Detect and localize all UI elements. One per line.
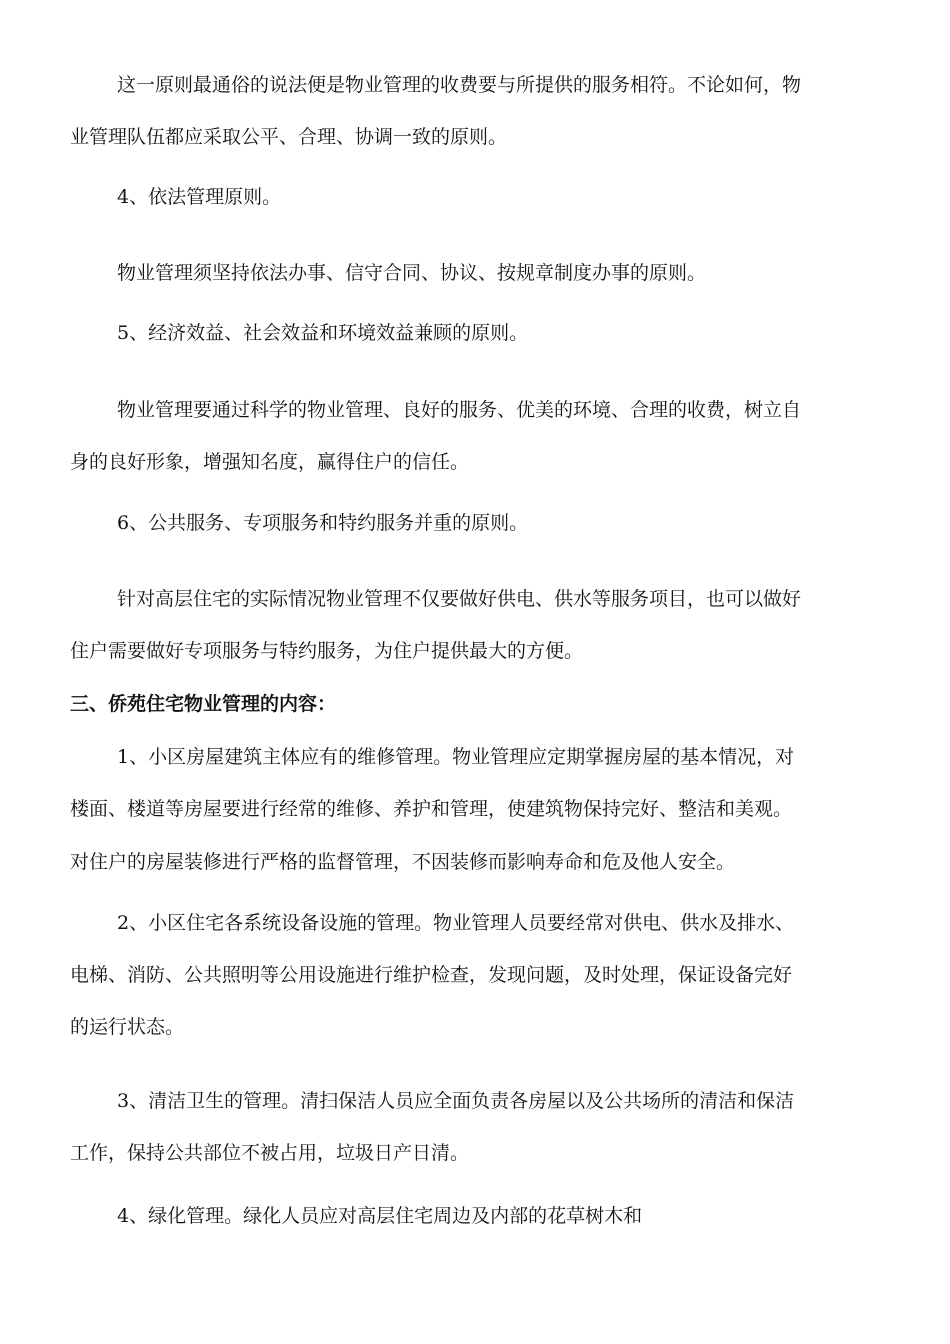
paragraph-1-line-0: 4、依法管理原则。 [117,186,282,208]
paragraph-5-line-0: 6、公共服务、专项服务和特约服务并重的原则。 [117,512,529,534]
paragraph-0-line-0: 这一原则最通俗的说法便是物业管理的收费要与所提供的服务相符。不论如何，物 [117,74,802,96]
paragraph-0-line-1: 业管理队伍都应采取公平、合理、协调一致的原则。 [70,126,508,148]
paragraph-6-line-1: 住户需要做好专项服务与特约服务，为住户提供最大的方便。 [70,640,584,662]
paragraph-9-line-1: 电梯、消防、公共照明等公用设施进行维护检查，发现问题，及时处理，保证设备完好 [70,964,793,986]
paragraph-10-line-1: 工作，保持公共部位不被占用，垃圾日产日清。 [70,1142,470,1164]
paragraph-8-line-0: 1、小区房屋建筑主体应有的维修管理。物业管理应定期掌握房屋的基本情况，对 [117,746,795,768]
section-heading: 三、侨苑住宅物业管理的内容： [70,693,337,715]
paragraph-8-line-2: 对住户的房屋装修进行严格的监督管理，不因装修而影响寿命和危及他人安全。 [70,851,736,873]
paragraph-6-line-0: 针对高层住宅的实际情况物业管理不仅要做好供电、供水等服务项目，也可以做好 [117,588,802,610]
paragraph-11-line-0: 4、绿化管理。绿化人员应对高层住宅周边及内部的花草树木和 [117,1205,643,1227]
paragraph-4-line-1: 身的良好形象，增强知名度，赢得住户的信任。 [70,451,470,473]
paragraph-8-line-1: 楼面、楼道等房屋要进行经常的维修、养护和管理，使建筑物保持完好、整洁和美观。 [70,798,793,820]
paragraph-4-line-0: 物业管理要通过科学的物业管理、良好的服务、优美的环境、合理的收费，树立自 [117,399,802,421]
paragraph-10-line-0: 3、清洁卫生的管理。清扫保洁人员应全面负责各房屋以及公共场所的清洁和保洁 [117,1090,795,1112]
paragraph-3-line-0: 5、经济效益、社会效益和环境效益兼顾的原则。 [117,322,529,344]
paragraph-9-line-2: 的运行状态。 [70,1016,185,1038]
paragraph-9-line-0: 2、小区住宅各系统设备设施的管理。物业管理人员要经常对供电、供水及排水、 [117,912,795,934]
paragraph-2-line-0: 物业管理须坚持依法办事、信守合同、协议、按规章制度办事的原则。 [117,262,707,284]
